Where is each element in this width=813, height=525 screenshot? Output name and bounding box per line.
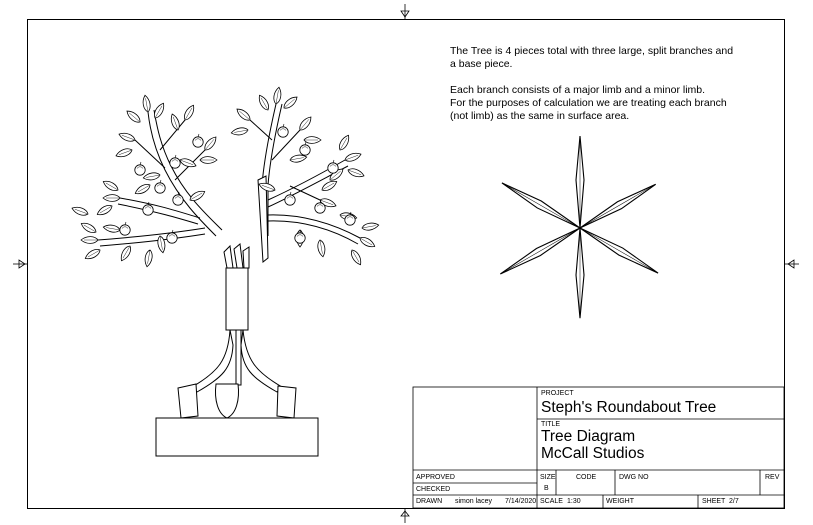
sheet-label: SHEET: [702, 498, 726, 505]
size-label: SIZE: [540, 474, 556, 481]
sheet-border: [13, 4, 799, 523]
dwg-no-label: DWG NO: [619, 474, 649, 481]
note-line: The Tree is 4 pieces total with three large, split branches and: [450, 45, 734, 57]
top-view-star: [498, 136, 660, 318]
size-value: B: [544, 485, 549, 492]
scale-value: 1:30: [567, 498, 581, 505]
scale-label: SCALE: [540, 498, 563, 505]
right-branch: [231, 87, 380, 267]
checked-label: CHECKED: [416, 486, 451, 493]
weight-label: WEIGHT: [606, 498, 634, 505]
tree-base-piece: [156, 244, 318, 456]
drawn-by: simon lacey: [455, 498, 492, 505]
sheet-value: 2/7: [729, 498, 739, 505]
rev-label: REV: [765, 474, 780, 481]
title-line-1: Tree Diagram: [541, 428, 636, 445]
project-name: Steph's Roundabout Tree: [541, 399, 717, 416]
approved-label: APPROVED: [416, 474, 455, 481]
drawn-date: 7/14/2020: [505, 498, 537, 505]
note-line: (not limb) as the same in surface area.: [450, 110, 630, 122]
drawn-label: DRAWN: [416, 498, 443, 505]
note-line: a base piece.: [450, 58, 513, 70]
code-label: CODE: [576, 474, 597, 481]
note-paragraph-1: [450, 45, 733, 71]
left-branch: [71, 95, 222, 268]
note-paragraph-2: [450, 84, 727, 123]
project-label: PROJECT: [541, 390, 574, 397]
title-label: TITLE: [541, 421, 561, 428]
note-line: Each branch consists of a major limb and a minor limb.: [450, 84, 706, 96]
title-line-2: McCall Studios: [541, 445, 645, 462]
note-line: For the purposes of calculation we are treating each branch: [450, 97, 727, 109]
